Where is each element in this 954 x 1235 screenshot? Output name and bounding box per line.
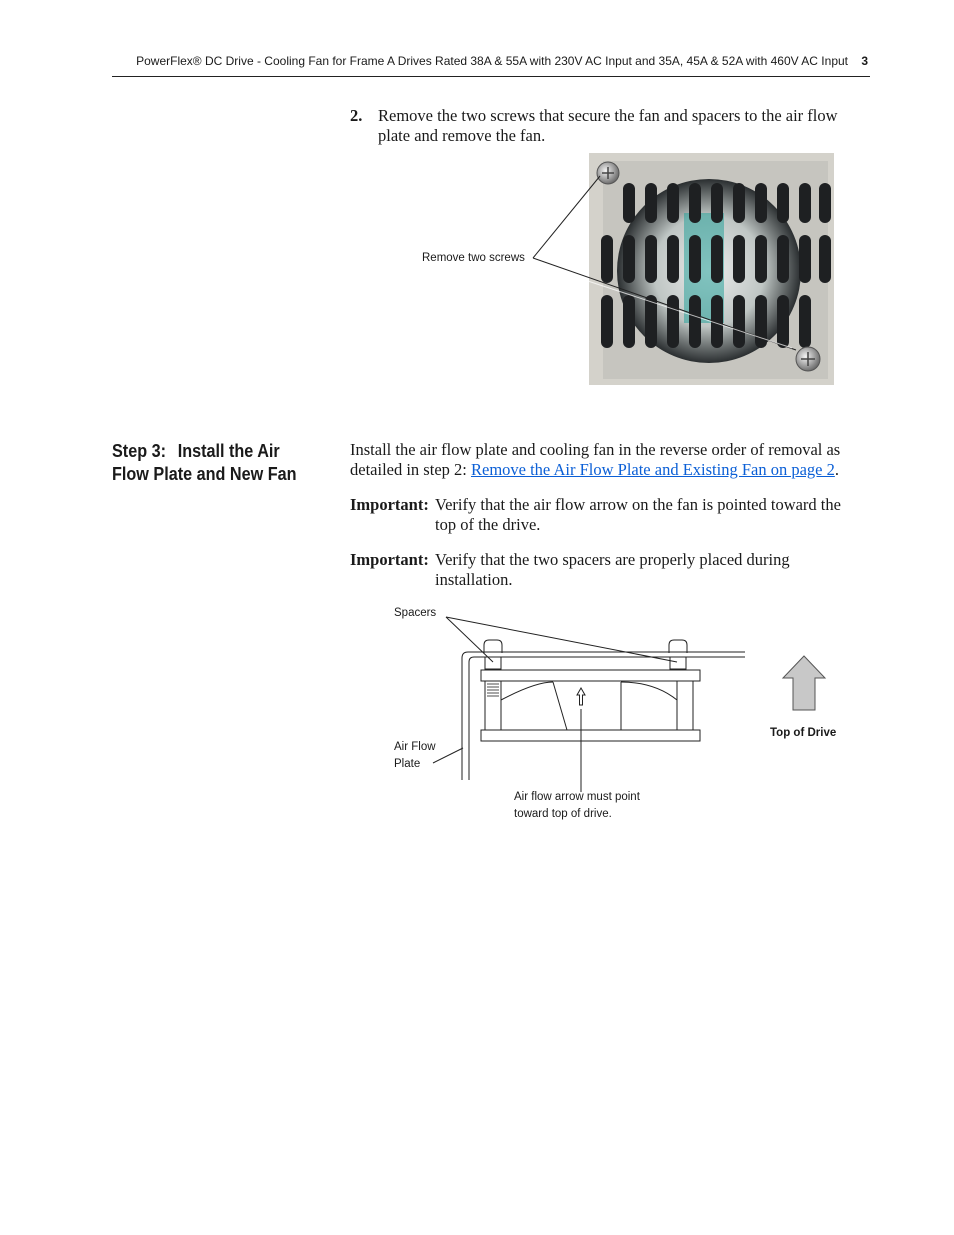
important-note-1	[350, 495, 865, 535]
air-flow-plate-label-line1: Air Flow	[394, 741, 436, 753]
top-of-drive-arrow-icon	[783, 656, 825, 710]
step-2-link[interactable]: Remove the Air Flow Plate and Existing Fan on page 2	[470, 460, 835, 479]
important-text: Verify that the air flow arrow on the fan is pointed toward the top of the drive.	[435, 495, 841, 534]
important-label: Important:	[350, 495, 429, 514]
remove-screws-callout: Remove two screws	[422, 252, 525, 264]
fan-installation-diagram	[385, 600, 855, 830]
air-flow-plate-label	[394, 739, 436, 773]
install-text: Install the air flow plate and cooling fan in the reverse order of removal as detailed in step 2:	[350, 440, 841, 479]
important-text: Verify that the two spacers are properly placed during installation.	[435, 550, 790, 589]
air-flow-arrow-label	[514, 789, 640, 823]
section-label: Step 3:	[112, 441, 167, 461]
air-flow-plate-label-line2: Plate	[394, 758, 421, 770]
install-text-end: .	[834, 460, 839, 479]
step-text: Remove the two screws that secure the fan and spacers to the air flow plate and remove the fan.	[378, 106, 838, 145]
section-heading	[112, 440, 319, 486]
install-paragraph	[350, 440, 865, 480]
air-flow-arrow-label-line2: toward top of drive.	[514, 808, 612, 820]
section-title: Install the Air Flow Plate and New Fan	[112, 441, 297, 484]
air-flow-arrow-label-line1: Air flow arrow must point	[514, 791, 640, 803]
header-title: PowerFlex® DC Drive - Cooling Fan for Frame A Drives Rated 38A & 55A with 230V AC Input and 35A, 45A & 52A with 460V AC Input	[136, 54, 848, 68]
top-of-drive-label: Top of Drive	[770, 727, 837, 739]
important-note-2	[350, 550, 865, 590]
step-number: 2.	[350, 106, 363, 125]
page-number: 3	[861, 54, 868, 68]
spacers-label: Spacers	[394, 607, 437, 619]
important-label: Important:	[350, 550, 429, 569]
